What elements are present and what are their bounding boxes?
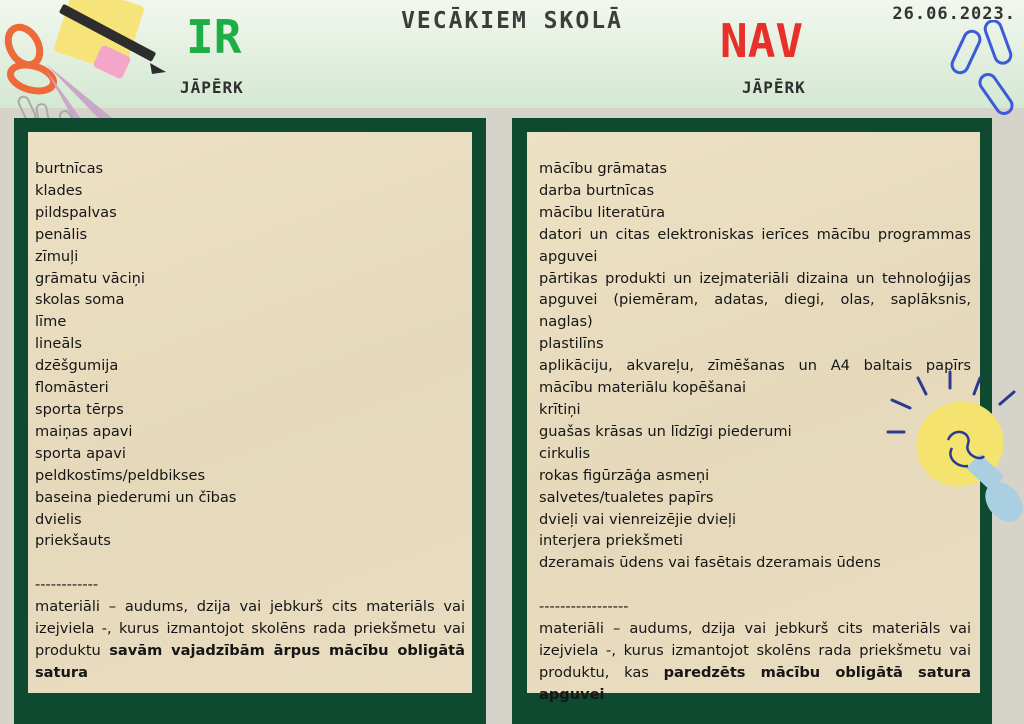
list-item: grāmatu vāciņi bbox=[35, 269, 145, 287]
list-item: dvielis bbox=[35, 510, 82, 528]
list-item: baseina piederumi un čības bbox=[35, 488, 237, 506]
list-item: dvieļi vai vienreizējie dvieļi bbox=[539, 510, 736, 528]
list-item: zīmuļi bbox=[35, 247, 79, 265]
list-item: guašas krāsas un līdzīgi piederumi bbox=[539, 422, 792, 440]
page-title: VECĀKIEM SKOLĀ bbox=[401, 8, 623, 34]
note-emphasis: savām vajadzībām ārpus mācību obligātā satura bbox=[35, 641, 465, 681]
list-item: līme bbox=[35, 313, 67, 331]
list-item: dzēšgumija bbox=[35, 357, 119, 375]
list-item: pildspalvas bbox=[35, 203, 117, 221]
date-label: 26.06.2023. bbox=[892, 4, 1016, 24]
note-text: materiāli – audums, dzija vai jebkurš cits materiāls vai izejviela -, kurus izmantojot skolēns rada priekšmetu vai produktu, kas bbox=[539, 620, 971, 681]
header-banner bbox=[0, 0, 1024, 108]
list-item: rokas figūrzāģa asmeņi bbox=[539, 466, 710, 484]
list-item: maiņas apavi bbox=[35, 422, 133, 440]
separator: ------------ bbox=[35, 576, 99, 594]
paperclip-icon bbox=[949, 20, 1015, 117]
note-text: materiāli – audums, dzija vai jebkurš cits materiāls vai izejviela -, kurus izmantojot skolēns rada priekšmetu vai produktu bbox=[35, 598, 465, 659]
list-item: krītiņi bbox=[539, 400, 581, 418]
list-item: lineāls bbox=[35, 335, 82, 353]
nav-heading: NAV bbox=[720, 14, 804, 68]
list-item: dzeramais ūdens vai fasētais dzeramais ūdens bbox=[539, 554, 881, 572]
list-item: interjera priekšmeti bbox=[539, 532, 683, 550]
list-item: peldkostīms/peldbikses bbox=[35, 466, 206, 484]
note-emphasis: paredzēts mācību obligātā satura apguvei bbox=[539, 663, 971, 703]
list-item: sporta apavi bbox=[35, 444, 126, 462]
must-buy-list bbox=[35, 158, 465, 552]
nav-subheading: JĀPĒRK bbox=[742, 78, 806, 97]
ir-subheading: JĀPĒRK bbox=[180, 78, 244, 97]
list-item: klades bbox=[35, 181, 83, 199]
ir-heading: IR bbox=[186, 10, 242, 64]
list-item: aplikāciju, akvareļu, zīmēšanas un A4 baltais papīrs mācību materiālu kopēšanai bbox=[539, 357, 971, 397]
list-item: sporta tērps bbox=[35, 400, 124, 418]
list-item: pārtikas produkti un izejmateriāli dizaina un tehnoloģijas apguvei (piemēram, adatas, diegi, olas, saplāksnis, naglas) bbox=[539, 269, 971, 331]
lightbulb-icon bbox=[884, 370, 1024, 530]
list-item: flomāsteri bbox=[35, 379, 109, 397]
must-buy-list-panel bbox=[35, 158, 465, 684]
list-item: darba burtnīcas bbox=[539, 181, 655, 199]
separator: ----------------- bbox=[539, 598, 629, 616]
list-item: mācību literatūra bbox=[539, 203, 666, 221]
list-item: penālis bbox=[35, 225, 88, 243]
list-item: datori un citas elektroniskas ierīces mācību programmas apguvei bbox=[539, 225, 971, 265]
list-item: skolas soma bbox=[35, 291, 125, 309]
list-item: mācību grāmatas bbox=[539, 160, 668, 177]
list-item: priekšauts bbox=[35, 532, 111, 550]
materials-note bbox=[539, 618, 971, 706]
list-item: plastilīns bbox=[539, 335, 604, 353]
paperclips-decoration bbox=[944, 20, 1024, 130]
list-item: salvetes/tualetes papīrs bbox=[539, 488, 714, 506]
list-item: cirkulis bbox=[539, 444, 591, 462]
list-item: burtnīcas bbox=[35, 160, 104, 177]
materials-note bbox=[35, 596, 465, 684]
